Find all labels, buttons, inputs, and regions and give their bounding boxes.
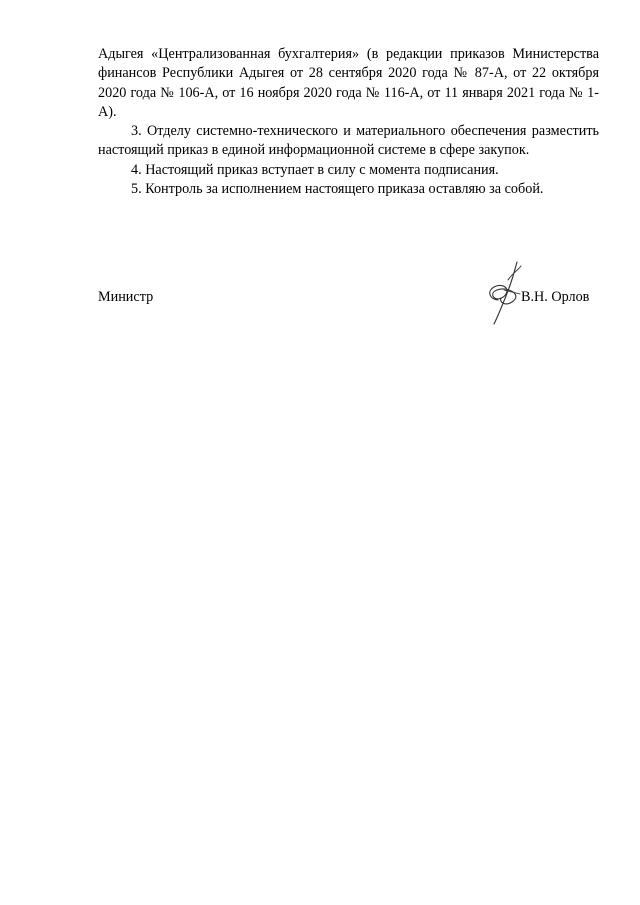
handwritten-signature xyxy=(484,260,526,326)
paragraph-item-4: 4. Настоящий приказ вступает в силу с момента подписания. xyxy=(131,161,499,178)
paragraph-item-5: 5. Контроль за исполнением настоящего приказа оставляю за собой. xyxy=(131,181,544,198)
paragraph-continuation: Адыгея «Централизованная бухгалтерия» (в редакции приказов Министерства финансов Республики Адыгея от 28 сентября 2020 года № 87-А, от 22 октября 2020 года № 106-А, от 16 ноября 2020 года № 116-А, от 11 января 2021 года № 1-А). xyxy=(98,46,599,120)
document-body xyxy=(98,45,599,199)
paragraph-item-3: 3. Отделу системно-технического и материального обеспечения разместить настоящий приказ в единой информационной системе в сфере закупок. xyxy=(98,123,599,159)
signatory-name: В.Н. Орлов xyxy=(521,289,590,305)
signature-block xyxy=(98,288,599,336)
signatory-title: Министр xyxy=(98,289,154,305)
